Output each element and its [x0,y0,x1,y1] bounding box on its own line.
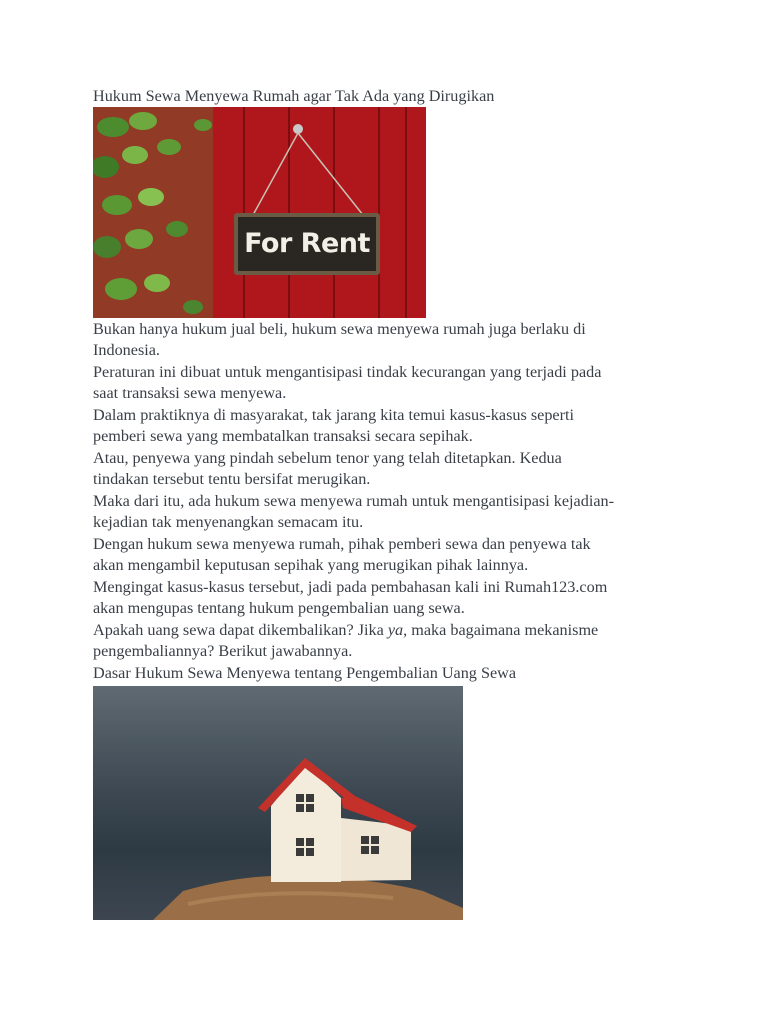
paragraph-8-line-1 [93,620,683,641]
house-model-photo [93,686,463,920]
house-on-sand-icon [93,686,463,920]
paragraph-7-line-2: akan mengupas tentang hukum pengembalian uang sewa. [93,599,465,617]
paragraph-2-line-2: saat transaksi sewa menyewa. [93,384,287,402]
subheading: Dasar Hukum Sewa Menyewa tentang Pengembalian Uang Sewa [93,664,517,682]
paragraph-2-line-1: Peraturan ini dibuat untuk mengantisipasi tindak kecurangan yang terjadi pada [93,363,602,381]
paragraph-1-line-2: Indonesia. [93,341,160,359]
for-rent-sign-photo [93,107,426,318]
for-rent-sign: For Rent [234,213,380,275]
paragraph-1-line-1: Bukan hanya hukum jual beli, hukum sewa menyewa rumah juga berlaku di [93,320,586,338]
paragraph-6-line-1: Dengan hukum sewa menyewa rumah, pihak pemberi sewa dan penyewa tak [93,535,591,553]
paragraph-8-italic-word: ya [387,621,404,639]
paragraph-3-line-1: Dalam praktiknya di masyarakat, tak jarang kita temui kasus-kasus seperti [93,406,574,424]
paragraph-3-line-2: pemberi sewa yang membatalkan transaksi secara sepihak. [93,427,473,445]
paragraph-5-line-1: Maka dari itu, ada hukum sewa menyewa rumah untuk mengantisipasi kejadian- [93,492,614,510]
paragraph-4-line-1: Atau, penyewa yang pindah sebelum tenor yang telah ditetapkan. Kedua [93,449,562,467]
paragraph-8-text-before: Apakah uang sewa dapat dikembalikan? Jika [93,621,388,639]
paragraph-4-line-2: tindakan tersebut tentu bersifat merugikan. [93,470,371,488]
paragraph-5-line-2: kejadian tak menyenangkan semacam itu. [93,513,364,531]
paragraph-7-line-1: Mengingat kasus-kasus tersebut, jadi pada pembahasan kali ini Rumah123.com [93,578,608,596]
document-title: Hukum Sewa Menyewa Rumah agar Tak Ada yang Dirugikan [93,87,495,105]
paragraph-6-line-2: akan mengambil keputusan sepihak yang merugikan pihak lainnya. [93,556,529,574]
paragraph-8-text-after: , maka bagaimana mekanisme [403,621,599,639]
document-page [93,86,683,920]
paragraph-8-line-2: pengembaliannya? Berikut jawabannya. [93,642,353,660]
